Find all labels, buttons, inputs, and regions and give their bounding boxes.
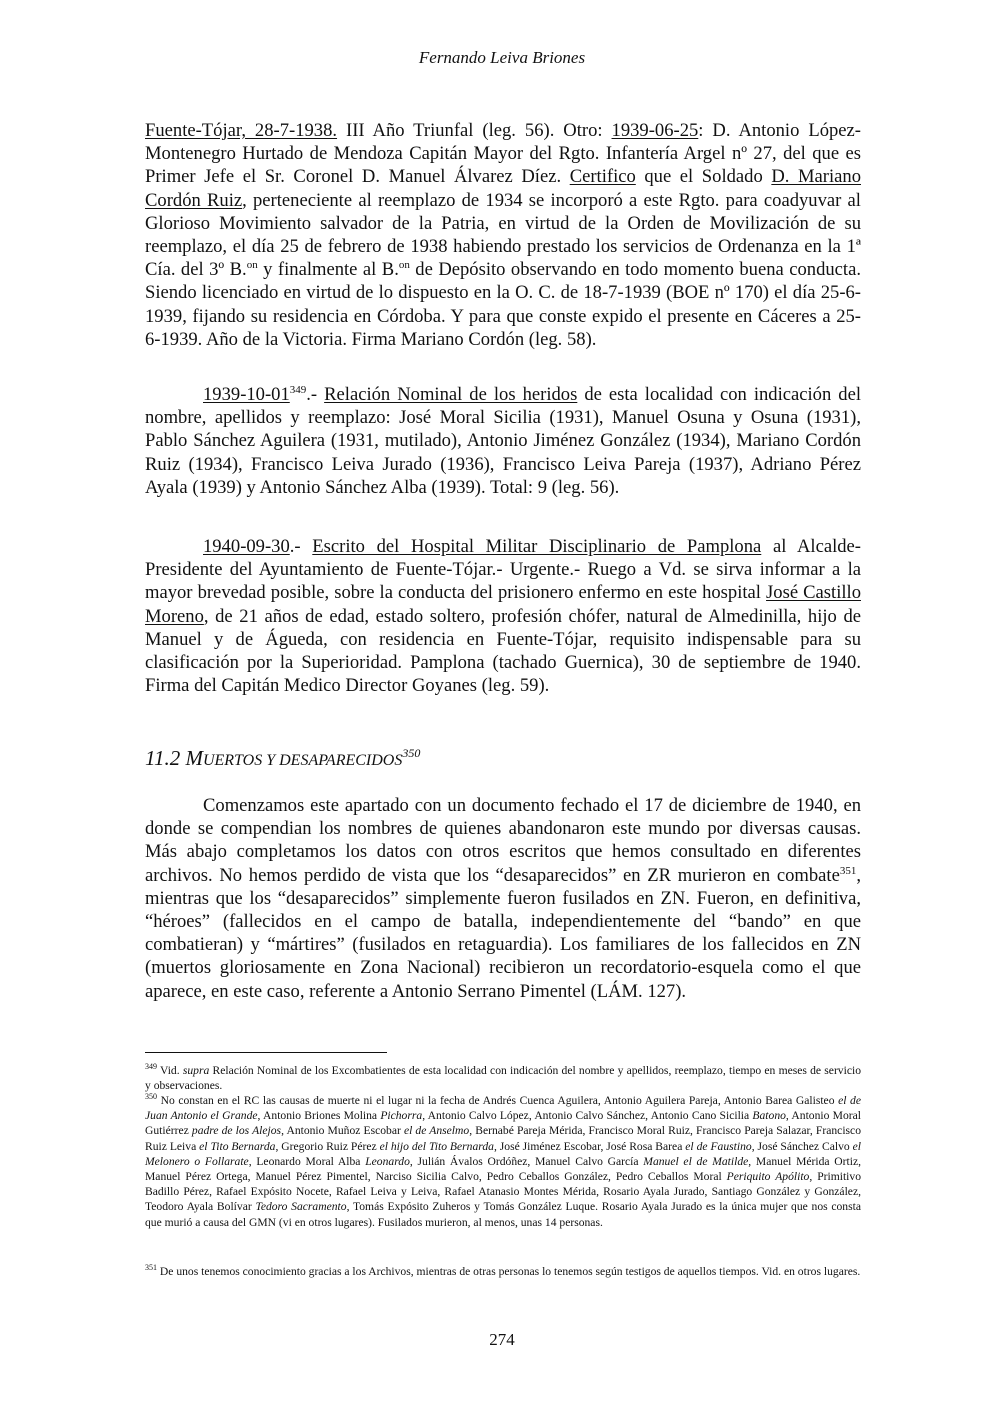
paragraph-wounded-list: $1939-10-01^{349}.-$ Relación Nominal de los heridos de esta localidad con indicación del nombre, apellidos y reemplazo: José Moral Sicilia (1931), Manuel Osuna y Osuna (1931), Pablo Sánchez Aguilera (1931, mutilado), Antonio Jiménez González (1934), Mariano Cordón Ruiz (1934), Francisco Leiva Jurado (1936), Francisco Leiva Pareja (1937), Adriano Pérez Ayala (1939) y Antonio Sánchez Alba (1939). Total: 9 (leg. 56). — [145, 383, 861, 498]
footnote-351: $^{351}$ De unos tenemos conocimiento gracias a los Archivos, mientras de otras personas lo tenemos según testigos de aquellos tiempos. Vid. en otros lugares. — [145, 1263, 861, 1278]
doc-title-underlined: Escrito del Hospital Militar Disciplinario de Pamplona — [312, 536, 762, 557]
footnote-ref: 350 — [402, 746, 421, 760]
paragraph-hospital-letter: 1940-09-30.- Escrito del Hospital Militar Disciplinario de Pamplona al Alcalde-Presidente del Ayuntamiento de Fuente-Tójar.- Urgente.- Ruego a Vd. se sirva informar a la mayor brevedad posible, sobre la conducta del prisionero enfermo en este hospital José Castillo Moreno, de 21 años de edad, estado soltero, profesión chófer, natural de Almedinilla, hijo de Manuel y de Águeda, con residencia en Fuente-Tójar, requisito indispensable para su clasificación por la Superioridad. Pamplona (tachado Guernica), 30 de septiembre de 1940. Firma del Capitán Medico Director Goyanes (leg. 59). — [145, 536, 862, 697]
paragraph-certificate: Fuente-Tójar, 28-7-1938. III Año Triunfal (leg. 56). Otro: 1939-06-25: D. Antonio López-Montenegro Hurtado de Mendoza Capitán Mayor del Rgto. Infantería Argel nº 27, del que es Primer Jefe el Sr. Coronel D. Manuel Álvarez Díez. Certifico que el Soldado D. Mariano Cordón Ruiz, perteneciente al reemplazo de 1934 se incorporó a este Rgto. para coadyuvar al Glorioso Movimiento salvador de la Patria, en virtud de la Orden de Movilización de su reemplazo, el día 25 de febrero de 1938 habiendo prestado los servicios de Ordenanza en la 1ª Cía. del 3º B.$^{on}$ y finalmente al B.$^{on}$ de Depósito observando en todo momento buena conducta. Siendo licenciado en virtud de lo dispuesto en la O. C. de 18-7-1939 (BOE nº 170) el día 25-6-1939, fijando su residencia en Córdoba. Y para que conste expido el presente en Cáceres a 25-6-1939. Año de la Victoria. Firma Mariano Cordón (leg. 58). — [145, 120, 861, 350]
running-head: Fernando Leiva Briones — [418, 48, 586, 67]
date-underlined: 1939-06-25 — [611, 120, 699, 141]
footnote-349: $^{349}$ Vid. supra Relación Nominal de los Excombatientes de esta localidad con indicación del nombre y apellidos, reemplazo, tiempo en meses de servicio y observaciones. — [145, 1062, 861, 1093]
footnote-ref: 349 — [289, 383, 307, 396]
footnote-separator — [145, 1052, 387, 1053]
certifico-underlined: Certifico — [569, 166, 636, 188]
footnote-350: $^{350}$ No constan en el RC las causas de muerte ni el lugar ni la fecha de Andrés Cuenca Aguilera, Antonio Aguilera Pareja, Antonio Barea Galisteo el de Juan Antonio el Grande, Antonio Briones Molina Pichorra, Antonio Calvo López, Antonio Calvo Sánchez, Antonio Cano Sicilia Batono, Antonio Moral Gutiérrez padre de los Alejos, Antonio Muñoz Escobar el de Anselmo, Bernabé Pareja Mérida, Francisco Moral Ruiz, Francisco Pareja Salazar, Francisco Ruiz Leiva el Tito Bernarda, Gregorio Ruiz Pérez el hijo del Tito Bernarda, José Jiménez Escobar, José Rosa Barea el de Faustino, José Sánchez Calvo el Melonero o Follarate, Leonardo Moral Alba Leonardo, Julián Ávalos Ordóñez, Manuel Calvo García Manuel el de Matilde, Manuel Mérida Ortiz, Manuel Pérez Ortega, Manuel Pérez Pimentel, Narciso Sicilia Calvo, Pedro Ceballos González, Pedro Ceballos Moral Periquito Apólito, Primitivo Badillo Pérez, Rafael Expósito Nocete, Rafael Leiva y Leiva, Rafael Atanasio Montes Mérida, Rosario Ayala Jurado, Santiago González y González, Teodoro Ayala Bolívar Tedoro Sacramento, Tomás Expósito Zuheros y Tomás González Luque. Rosario Ayala Jurado es la única mujer que nos consta que murió a causa del GMN (vi en otros lugares). Fusilados murieron, al menos, unas 14 personas. — [145, 1092, 862, 1229]
doc-title-underlined: Relación Nominal de los heridos — [324, 384, 578, 405]
footnote-ref: 351 — [839, 864, 857, 877]
page-number: 274 — [489, 1330, 515, 1349]
section-heading: 11.2 MUERTOS Y DESAPARECIDOS$^{350}$ — [145, 746, 421, 770]
date-underlined: 1940-09-30 — [203, 536, 290, 557]
name-underlined: D. Mariano Cordón Ruiz — [145, 166, 861, 211]
name-underlined: José Castillo Moreno — [145, 582, 861, 627]
paragraph-intro: Comenzamos este apartado con un documento fechado el 17 de diciembre de 1940, en donde se compendian los nombres de quienes abandonaron este mundo por diversas causas. Más abajo completamos los datos con otros escritos que hemos consultado en diferentes archivos. No hemos perdido de vista que los “desaparecidos” en ZR murieron en combate$^{351}$, mientras que los “desaparecidos” simplemente fueron fusilados en ZN. Fueron, en definitiva, “héroes” (fallecidos en el campo de batalla, independientemente del “bando” en que combatieran) y “mártires” (fusilados en retaguardia). Los familiares de los fallecidos en ZN (muertos gloriosamente en Zona Nacional) recibieron un recordatorio-esquela como el que aparece, en este caso, referente a Antonio Serrano Pimentel (LÁM. 127). — [145, 795, 861, 1002]
date-underlined: 1939-10-01 — [203, 384, 290, 405]
date-link: Fuente-Tójar, 28-7-1938. — [145, 120, 338, 141]
